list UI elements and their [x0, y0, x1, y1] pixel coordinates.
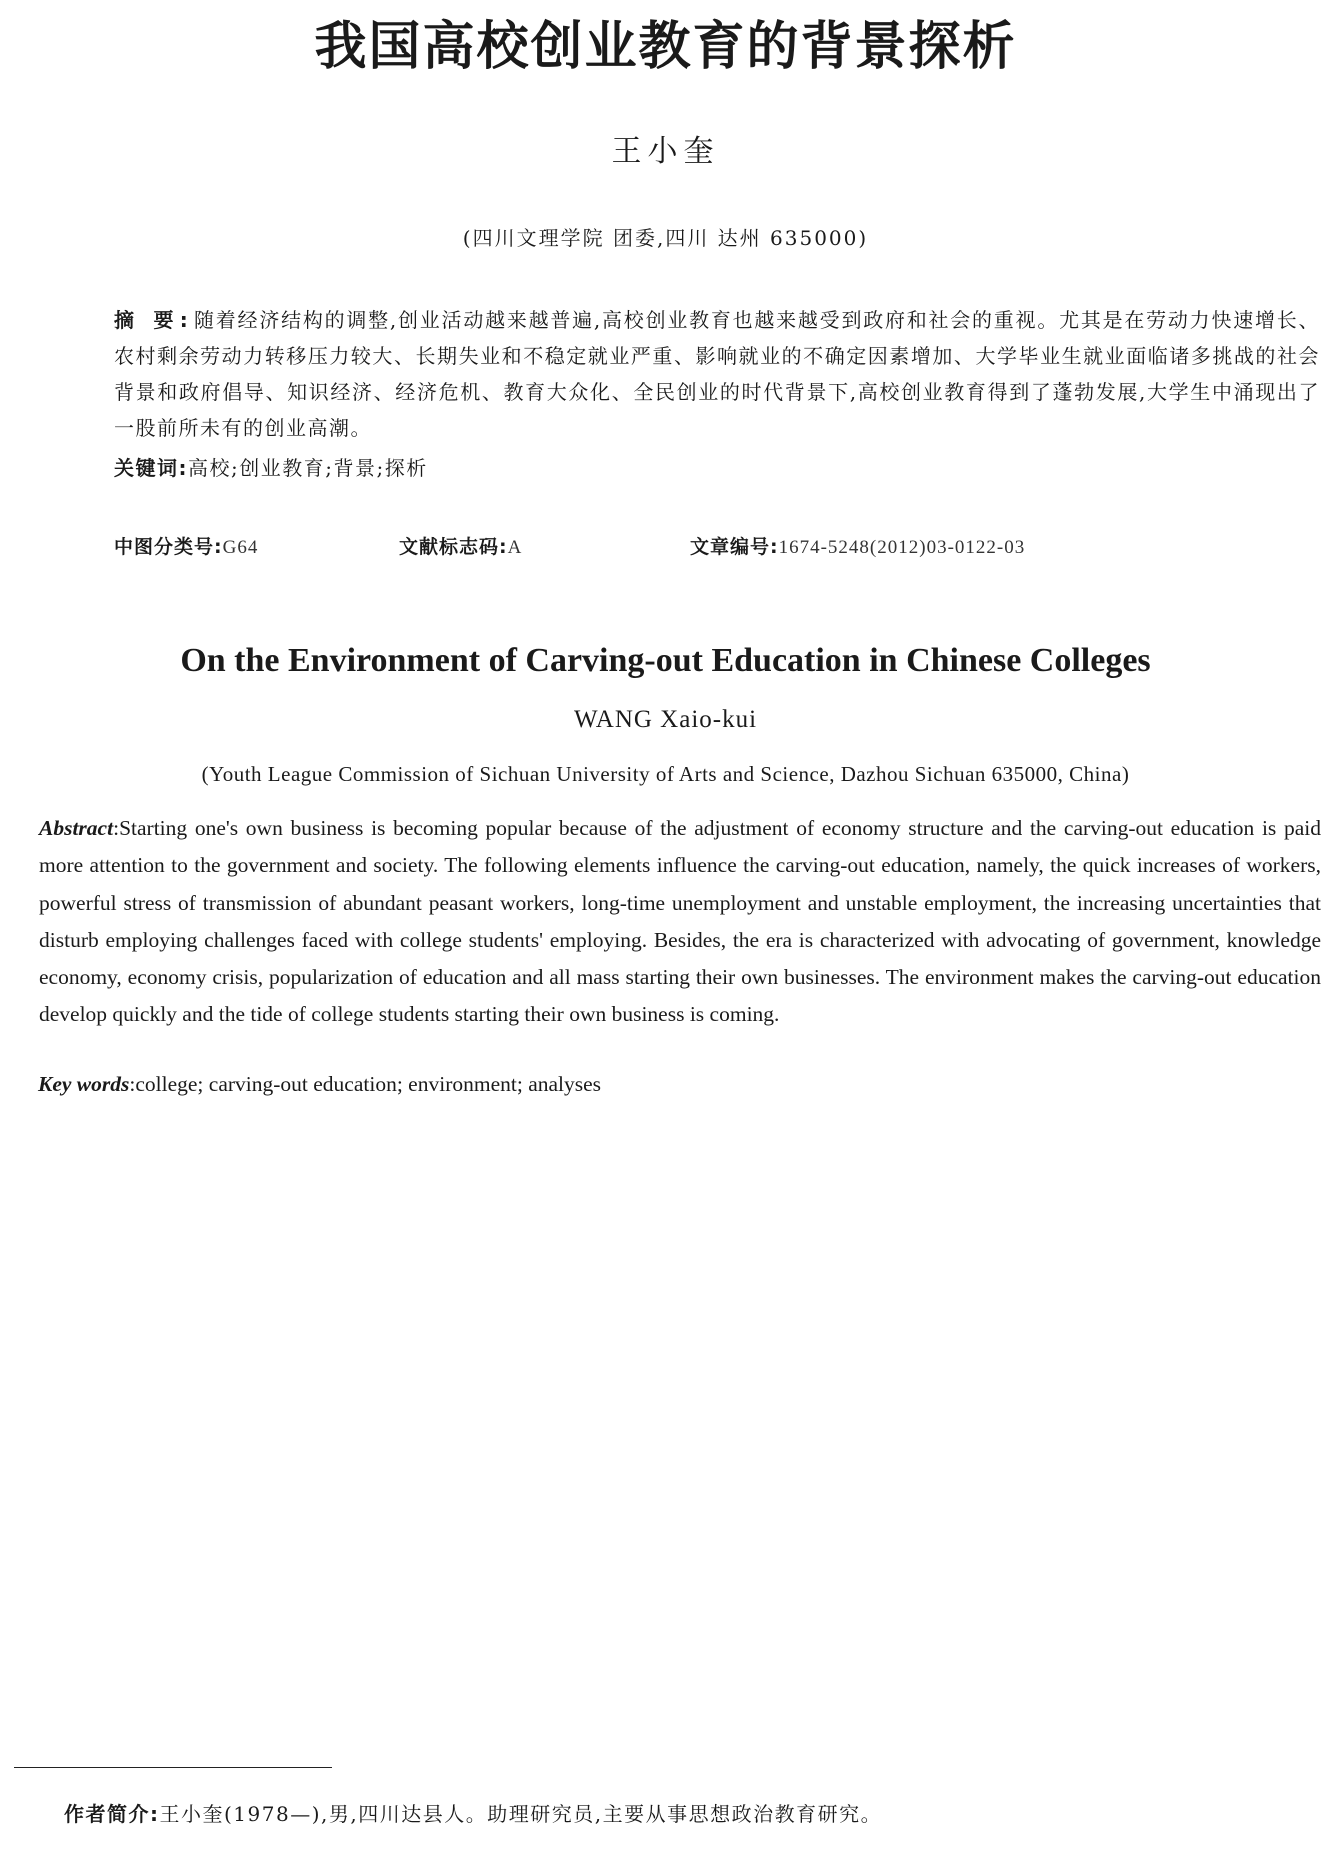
clc-label: 中图分类号:	[114, 536, 223, 558]
english-title: On the Environment of Carving-out Education in Chinese Colleges	[180, 642, 1151, 679]
chinese-title: 我国高校创业教育的背景探析	[314, 16, 1017, 77]
english-keywords-label: Key words	[38, 1072, 130, 1096]
english-keywords-text: college; carving-out education; environment; analyses	[135, 1072, 602, 1096]
chinese-keywords	[114, 452, 1264, 481]
english-keywords	[38, 1072, 1288, 1097]
article-number	[690, 532, 1025, 559]
classification-row	[114, 532, 1264, 562]
english-abstract-separator: :	[113, 816, 120, 840]
author-note	[64, 1798, 1294, 1827]
chinese-keywords-text: 高校;创业教育;背景;探析	[188, 456, 428, 480]
english-abstract	[14, 810, 1321, 1034]
article-number-label: 文章编号:	[690, 536, 779, 558]
chinese-author: 王小奎	[611, 134, 720, 169]
chinese-abstract-text: 随着经济结构的调整,创业活动越来越普遍,高校创业教育也越来越受到政府和社会的重视。尤其是在劳动力快速增长、农村剩余劳动力转移压力较大、长期失业和不稳定就业严重、影响就业的不确定因素增加、大学毕业生就业面临诸多挑战的社会背景和政府倡导、知识经济、经济危机、教育大众化、全民创业的时代背景下,高校创业教育得到了蓬勃发展,大学生中涌现出了一股前所未有的创业高潮。	[114, 308, 1320, 440]
document-code-label: 文献标志码:	[399, 536, 508, 558]
english-keywords-separator: :	[129, 1072, 136, 1096]
chinese-affiliation: (四川文理学院 团委,四川 达州 635000)	[462, 226, 869, 250]
article-number-value: 1674-5248(2012)03-0122-03	[778, 537, 1026, 558]
english-abstract-text: Starting one's own business is becoming popular because of the adjustment of economy structure and the carving-out education is paid more attention to the government and society. The following elements influence the carving-out education, namely, the quick increases of workers, powerful stress of transmission of abundant peasant workers, long-time unemployment and unstable employment, the increasing uncertainties that disturb employing challenges faced with college students' employing. Besides, the era is characterized with advocating of government, knowledge economy, economy crisis, popularization of education and all mass starting their own businesses. The environment makes the carving-out education develop quickly and the tide of college students starting their own business is coming.	[39, 816, 1321, 1027]
english-abstract-label: Abstract	[39, 816, 114, 840]
document-code	[399, 532, 522, 559]
chinese-abstract-label: 摘 要:	[114, 308, 194, 332]
english-affiliation: (Youth League Commission of Sichuan University of Arts and Science, Dazhou Sichuan 635000, China)	[201, 762, 1130, 786]
document-code-value: A	[507, 537, 523, 558]
footnote-divider	[14, 1767, 332, 1768]
chinese-abstract	[64, 302, 1320, 446]
english-author: WANG Xaio-kui	[573, 706, 758, 733]
author-note-label: 作者简介:	[64, 1802, 160, 1826]
author-note-text: 王小奎(1978—),男,四川达县人。助理研究员,主要从事思想政治教育研究。	[159, 1802, 883, 1826]
chinese-keywords-label: 关键词:	[114, 456, 188, 480]
clc-value: G64	[222, 537, 259, 558]
clc-number	[114, 532, 258, 559]
